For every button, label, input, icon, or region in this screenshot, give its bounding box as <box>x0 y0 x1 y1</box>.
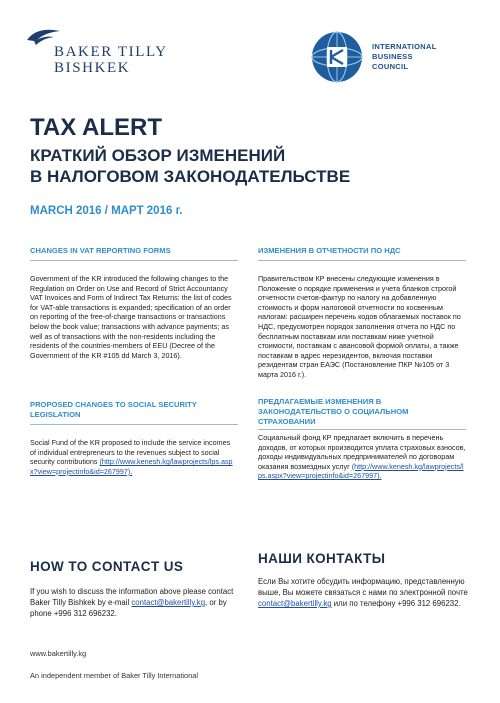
member-note: An independent member of Baker Tilly International <box>30 671 199 680</box>
section-heading: CHANGES IN VAT REPORTING FORMS <box>30 246 171 255</box>
contact-heading-ru: НАШИ КОНТАКТЫ <box>258 551 386 566</box>
contact-email-link[interactable]: contact@bakertilly.kg <box>131 598 206 607</box>
section-heading: ПРЕДЛАГАЕМЫЕ ИЗМЕНЕНИЯ В ЗАКОНОДАТЕЛЬСТВО О СОЦИАЛЬНОМ СТРАХОВАНИИ <box>258 397 466 430</box>
divider <box>258 260 466 261</box>
section-body: Социальный фонд КР предлагает включить в перечень доходов, от которых производится уплата страховых взносов, доходы индивидуальных предпринимателей по договорам оказания возмездных услуг (http://www.kenesh.kg/lawprojects/lps.aspx?view=projectinfo&id=267997). <box>258 433 466 481</box>
contact-email-link[interactable]: contact@bakertilly.kg <box>258 599 332 608</box>
contact-text-ru: Если Вы хотите обсудить информацию, представленную выше, Вы можете связаться с нами по электронной почте contact@bakertilly.kg или по телефону +996 312 696232. <box>258 577 468 608</box>
divider <box>30 424 238 425</box>
contact-text-en: If you wish to discuss the information above please contact Baker Tilly Bishkek by e-mail contact@bakertilly.kg, or by phone +996 312 696232. <box>30 587 234 618</box>
brand-name: BAKER TILLY BISHKEK <box>54 44 168 76</box>
section-body: Social Fund of the KR proposed to include the service incomes of individual entrepreneurs to the revenues subject to social security contributions (http://www.kenesh.kg/lawprojects/lps.aspx?view=projectinfo&id=267997). <box>30 438 233 476</box>
section-body: Government of the KR introduced the following changes to the Regulation on Order on Use and Record of Strict Accountancy VAT Invoices and Form of Indirect Tax Returns: the list of codes for VAT-able transactions is expanded; specification of an order on reporting of the free-of-charge transactions or transactions below the book value; transactions with advance payments; as well as of transactions with the non-residents including the residents of the countries-members of EEU (Decree of the Government of the KR #105 dd March 3, 2016). <box>30 274 232 360</box>
page-subtitle: КРАТКИЙ ОБЗОР ИЗМЕНЕНИЙ В НАЛОГОВОМ ЗАКОНОДАТЕЛЬСТВЕ <box>30 146 351 186</box>
social-section-ru <box>258 397 466 481</box>
social-section-en <box>30 400 238 476</box>
vat-section-en <box>30 246 238 360</box>
issue-date: MARCH 2016 / МАРТ 2016 г. <box>30 205 183 217</box>
baker-tilly-logo <box>26 28 186 84</box>
page-title: TAX ALERT <box>30 114 162 141</box>
website-link[interactable]: www.bakertilly.kg <box>30 649 87 658</box>
ibc-logo <box>310 30 480 90</box>
section-body: Правительством КР внесены следующие изменения в Положение о порядке применения и учета бланков строгой отчетности счетов-фактур по налогу на добавленную стоимость и форм налоговой отчетности по косвенным налогам: расширен перечень кодов облагаемых поставок по НДС, предусмотрен порядок заполнения отчета по НДС по бесплатным поставкам или поставкам ниже учетной стоимости, поставкам с авансовой формой оплаты, а также поставкам в адрес нерезидентов, включая поставки резидентам стран ЕАЭС (Постановление ПКР №105 от 3 марта 2016 г.). <box>258 274 461 379</box>
divider <box>30 260 238 261</box>
law-project-link[interactable]: (http://www.kenesh.kg/lawprojects/lps.aspx?view=projectinfo&id=267997). <box>30 457 233 476</box>
section-heading: ИЗМЕНЕНИЯ В ОТЧЕТНОСТИ ПО НДС <box>258 246 401 255</box>
globe-icon <box>310 30 364 84</box>
ibc-name: INTERNATIONAL BUSINESS COUNCIL <box>372 42 437 71</box>
contact-heading-en: HOW TO CONTACT US <box>30 559 184 574</box>
vat-section-ru <box>258 246 466 380</box>
section-heading: PROPOSED CHANGES TO SOCIAL SECURITY LEGISLATION <box>30 400 197 419</box>
law-project-link[interactable]: (http://www.kenesh.kg/lawprojects/lps.aspx?view=projectinfo&id=267997). <box>258 461 464 481</box>
